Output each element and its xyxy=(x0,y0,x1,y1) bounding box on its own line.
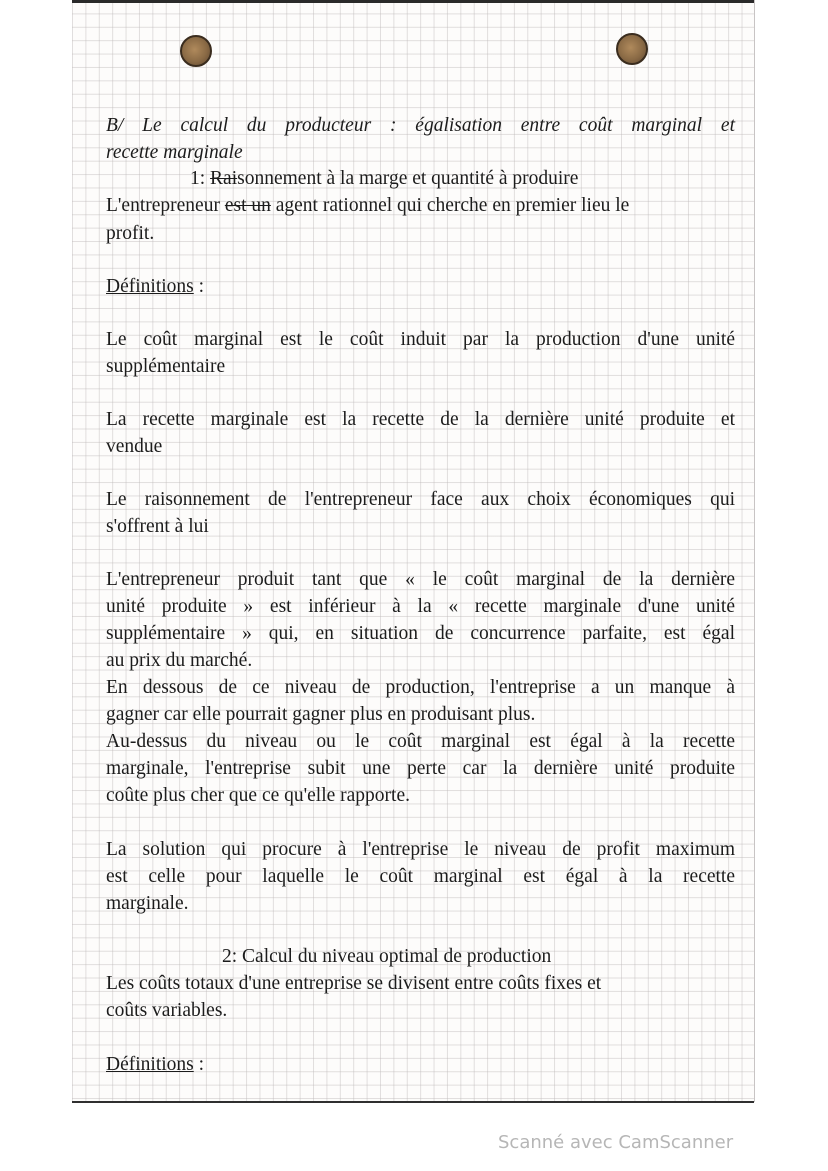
subheading-2: 2: Calcul du niveau optimal de production xyxy=(222,946,552,967)
punch-hole-left xyxy=(180,35,212,67)
paragraph-2-line1: L'entrepreneur produit tant que « le coût marginal de la dernière xyxy=(106,569,735,590)
paragraph-5-line1: La solution qui procure à l'entreprise le niveau de profit maximum xyxy=(106,839,735,860)
paragraph-4-line1: Au-dessus du niveau ou le coût marginal est égal à la recette xyxy=(106,731,735,752)
definitions-colon-2: : xyxy=(193,1054,205,1075)
paragraph-1-struck: est un xyxy=(224,195,271,216)
paragraph-2-line2: unité produite » est inférieur à la « recette marginale d'une unité xyxy=(106,596,735,617)
paragraph-1-a: L'entrepreneur xyxy=(106,195,225,216)
paragraph-5-line3: marginale. xyxy=(106,893,189,914)
definition-1-line1: Le coût marginal est le coût induit par la production d'une unité xyxy=(106,329,735,350)
paragraph-3-line1: En dessous de ce niveau de production, l'entreprise a un manque à xyxy=(106,677,735,698)
paragraph-1-line1 xyxy=(106,193,735,219)
subheading-1 xyxy=(190,166,578,192)
definition-2-line2: vendue xyxy=(106,436,163,457)
definition-3-line2: s'offrent à lui xyxy=(106,516,209,537)
definitions-heading-2 xyxy=(106,1052,204,1078)
definition-2-line1: La recette marginale est la recette de la dernière unité produite et xyxy=(106,409,735,430)
paragraph-2-line3: supplémentaire » qui, en situation de concurrence parfaite, est égal xyxy=(106,623,735,644)
definitions-label-1: Définitions xyxy=(106,276,194,297)
bottom-rule xyxy=(72,1101,754,1103)
subheading-1-rest: sonnement à la marge et quantité à produire xyxy=(237,168,579,189)
paragraph-4-line3: coûte plus cher que ce qu'elle rapporte. xyxy=(106,785,411,806)
section-title-line2: recette marginale xyxy=(106,142,243,163)
definitions-heading-1 xyxy=(106,274,204,300)
paragraph-1-line2: profit. xyxy=(106,223,155,244)
paragraph-3-line2: gagner car elle pourrait gagner plus en produisant plus. xyxy=(106,704,536,725)
paragraph-2-line4: au prix du marché. xyxy=(106,650,253,671)
subheading-1-struck: Rai xyxy=(210,168,238,189)
paragraph-4-line2: marginale, l'entreprise subit une perte car la dernière unité produite xyxy=(106,758,735,779)
paragraph-6-line1: Les coûts totaux d'une entreprise se divisent entre coûts fixes et xyxy=(106,973,602,994)
paragraph-6-line2: coûts variables. xyxy=(106,1000,228,1021)
punch-hole-right xyxy=(616,33,648,65)
paragraph-5-line2: est celle pour laquelle le coût marginal est égal à la recette xyxy=(106,866,735,887)
paragraph-1-b: agent rationnel qui cherche en premier lieu le xyxy=(270,195,630,216)
definitions-label-2: Définitions xyxy=(106,1054,194,1075)
definition-1-line2: supplémentaire xyxy=(106,356,226,377)
definition-3-line1: Le raisonnement de l'entrepreneur face aux choix économiques qui xyxy=(106,489,735,510)
top-rule xyxy=(72,0,754,3)
camscanner-watermark: Scanné avec CamScanner xyxy=(498,1132,734,1153)
section-title-line1: B/ Le calcul du producteur : égalisation entre coût marginal et xyxy=(106,115,735,136)
definitions-colon-1: : xyxy=(193,276,205,297)
subheading-1-prefix: 1: xyxy=(190,168,211,189)
